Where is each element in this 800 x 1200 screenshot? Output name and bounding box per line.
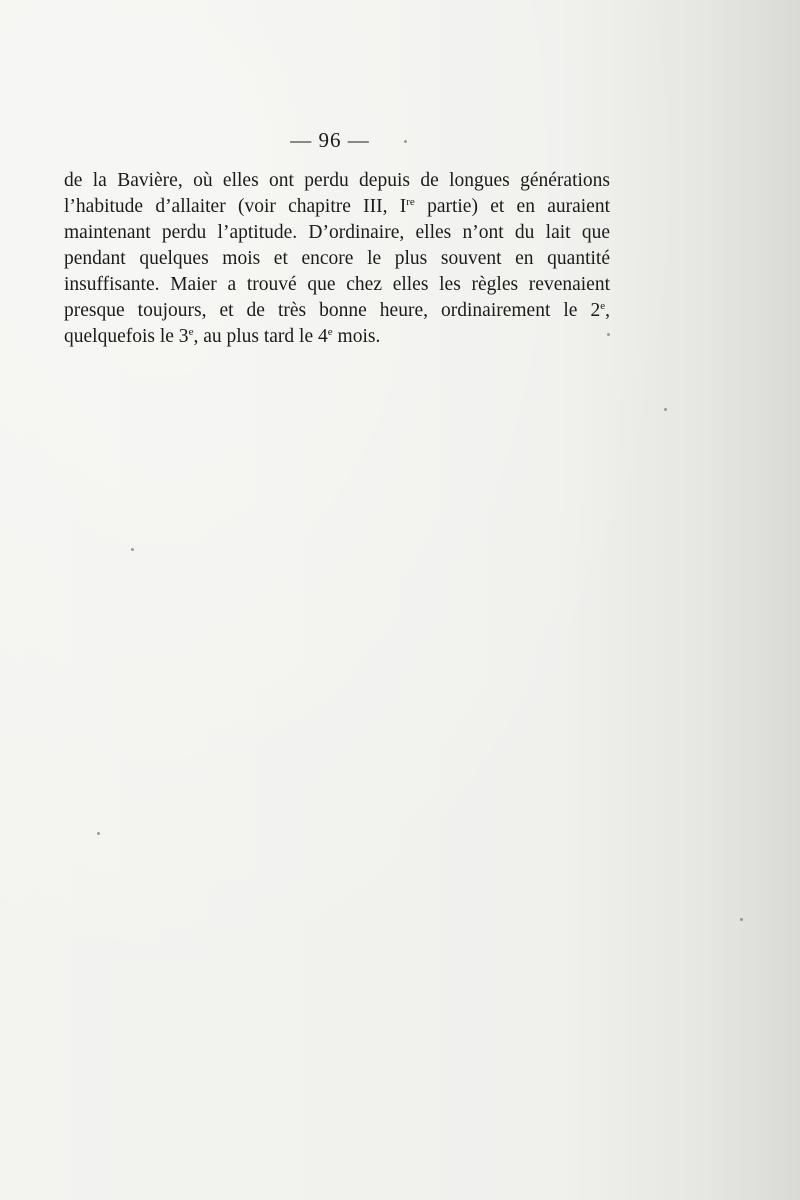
text-line: l’habitude d’allaiter (voir chapitre III, Ire partie) et en auraient (64, 196, 610, 217)
text-line: presque toujours, et de très bonne heure, ordinairement le 2e, (64, 300, 610, 321)
body-paragraph (64, 168, 610, 350)
page-number: — 96 — (290, 128, 370, 152)
text-line: pendant quelques mois et encore le plus souvent en quantité (64, 248, 610, 269)
text-line: insuffisante. Maier a trouvé que chez elles les règles revenaient (64, 274, 610, 295)
ink-speck (664, 408, 667, 411)
ink-speck (131, 548, 134, 551)
text-line: de la Bavière, où elles ont perdu depuis de longues générations (64, 170, 610, 191)
ink-speck (97, 832, 100, 835)
text-line: maintenant perdu l’aptitude. D’ordinaire, elles n’ont du lait que (64, 222, 610, 243)
text-line: quelquefois le 3e, au plus tard le 4e mois. (64, 326, 381, 347)
ink-speck (740, 918, 743, 921)
